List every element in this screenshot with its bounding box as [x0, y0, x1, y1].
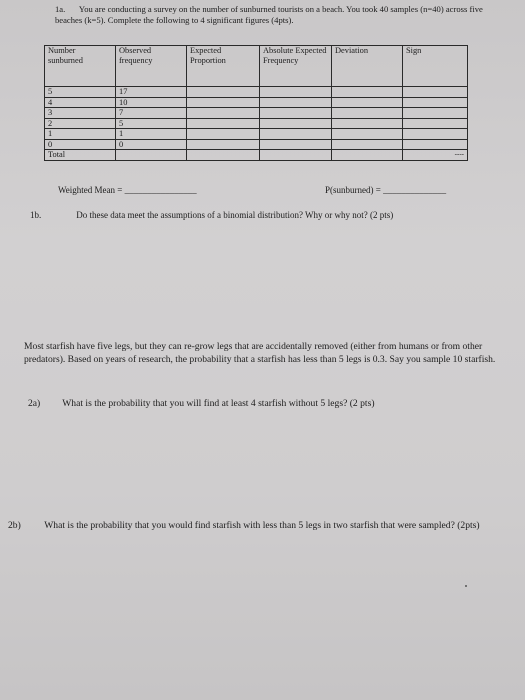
cell-blank — [187, 139, 260, 150]
cell-observed: 7 — [116, 108, 187, 119]
header-expected-proportion: Expected Proportion — [187, 46, 260, 87]
cell-total-label: Total — [45, 150, 116, 161]
cell-blank — [260, 87, 332, 98]
cell-blank — [187, 129, 260, 140]
table-row — [45, 129, 468, 140]
cell-number: 2 — [45, 118, 116, 129]
header-absolute-expected-frequency: Absolute Expected Frequency — [260, 46, 332, 87]
cell-blank — [403, 97, 468, 108]
cell-total-sign: ---- — [403, 150, 468, 161]
header-sign: Sign — [403, 46, 468, 87]
question-1a-text: You are conducting a survey on the number of sunburned tourists on a beach. You took 40 samples (n=40) across five beaches (k=5). Complete the following to 4 significant figures (4pts). — [55, 4, 483, 25]
question-2b-number: 2b) — [8, 520, 21, 531]
cell-blank — [332, 108, 403, 119]
frequency-table — [44, 45, 468, 161]
cell-blank — [332, 87, 403, 98]
question-1b-text: Do these data meet the assumptions of a binomial distribution? Why or why not? (2 pts) — [76, 210, 394, 220]
question-2a — [28, 398, 375, 409]
table-row — [45, 118, 468, 129]
header-number-sunburned: Number sunburned — [45, 46, 116, 87]
cell-number: 1 — [45, 129, 116, 140]
cell-blank — [187, 97, 260, 108]
header-observed-frequency: Observed frequency — [116, 46, 187, 87]
header-deviation: Deviation — [332, 46, 403, 87]
cell-blank — [332, 118, 403, 129]
cell-number: 3 — [45, 108, 116, 119]
cell-blank — [403, 118, 468, 129]
cell-blank — [403, 108, 468, 119]
table-row — [45, 97, 468, 108]
cell-observed: 0 — [116, 139, 187, 150]
cell-blank — [260, 150, 332, 161]
cell-blank — [332, 97, 403, 108]
table-row — [45, 87, 468, 98]
cell-blank — [403, 129, 468, 140]
cell-observed: 1 — [116, 129, 187, 140]
cell-number: 5 — [45, 87, 116, 98]
cell-blank — [332, 150, 403, 161]
question-1b-number: 1b. — [30, 210, 42, 220]
cell-blank — [187, 118, 260, 129]
question-2a-text: What is the probability that you will find at least 4 starfish without 5 legs? (2 pts) — [62, 398, 375, 409]
cell-number: 0 — [45, 139, 116, 150]
table-row — [45, 108, 468, 119]
cell-observed: 10 — [116, 97, 187, 108]
question-1a — [55, 4, 495, 26]
cell-blank — [332, 129, 403, 140]
question-2b — [8, 520, 520, 533]
cell-blank — [260, 97, 332, 108]
cell-blank — [403, 87, 468, 98]
question-2a-number: 2a) — [28, 398, 41, 409]
cell-blank — [260, 108, 332, 119]
cell-number: 4 — [45, 97, 116, 108]
starfish-paragraph: Most starfish have five legs, but they can re-grow legs that are accidentally removed (either from humans or from other predators). Based on years of research, the probability that a starfish has less than 5 legs is 0.3. Say you sample 10 starfish. — [24, 341, 496, 365]
question-1b — [30, 210, 393, 220]
question-1a-number: 1a. — [55, 4, 66, 14]
cell-blank — [260, 118, 332, 129]
cell-blank — [116, 150, 187, 161]
table-row — [45, 139, 468, 150]
pen-mark — [465, 585, 467, 587]
p-sunburned-line: P(sunburned) = ______________ — [325, 185, 447, 195]
cell-blank — [332, 139, 403, 150]
cell-blank — [260, 129, 332, 140]
table-total-row — [45, 150, 468, 161]
question-2b-text: What is the probability that you would find starfish with less than 5 legs in two starfish that were sampled? (2pts) — [44, 520, 480, 531]
cell-observed: 17 — [116, 87, 187, 98]
cell-blank — [187, 150, 260, 161]
table-header-row — [45, 46, 468, 87]
cell-observed: 5 — [116, 118, 187, 129]
weighted-mean-line: Weighted Mean = ________________ — [58, 185, 197, 195]
cell-blank — [187, 108, 260, 119]
cell-blank — [260, 139, 332, 150]
cell-blank — [403, 139, 468, 150]
cell-blank — [187, 87, 260, 98]
